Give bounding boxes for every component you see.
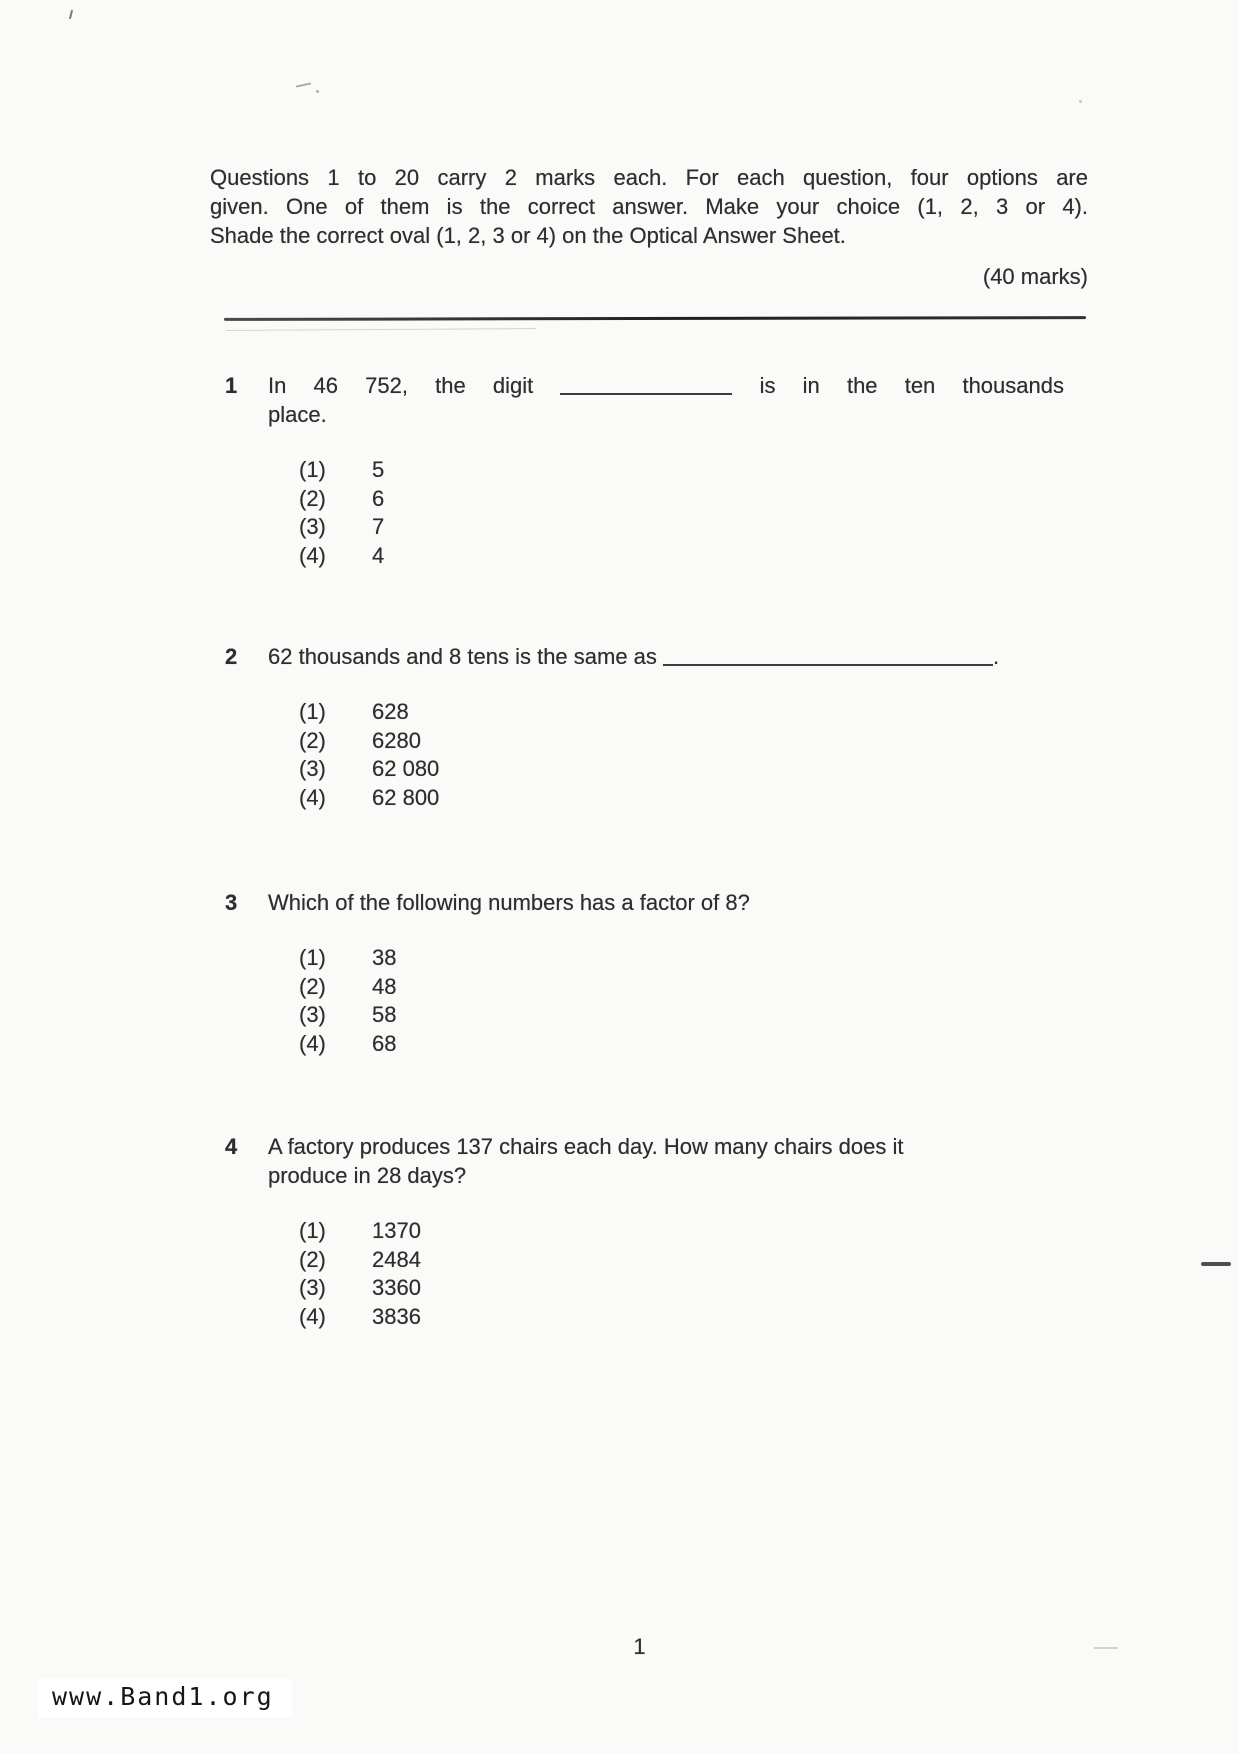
option-row (299, 698, 1064, 727)
option-row (299, 944, 1064, 973)
divider-rule (224, 316, 1086, 321)
option-value: 7 (372, 514, 385, 539)
option-value: 38 (372, 945, 397, 970)
option-label: (3) (299, 514, 326, 539)
option-value: 6280 (372, 727, 421, 753)
options-list (299, 698, 1064, 812)
answer-blank (560, 379, 732, 395)
question-text (268, 642, 1064, 671)
option-label: (2) (299, 973, 326, 999)
question-text-line-2: produce in 28 days? (268, 1163, 467, 1188)
option-row (299, 727, 1064, 756)
option-value: 5 (372, 457, 385, 482)
instruction-line-2: given. One of them is the correct answer. Make your choice (1, 2, 3 or 4). (210, 194, 1088, 219)
question-2 (225, 642, 1065, 812)
question-number: 2 (225, 644, 238, 669)
option-row (299, 1274, 1064, 1303)
option-row (299, 784, 1064, 813)
option-value: 68 (372, 1030, 397, 1056)
question-text-before-blank: In 46 752, the digit (268, 373, 534, 398)
option-label: (2) (299, 485, 326, 511)
options-list (299, 944, 1064, 1058)
option-label: (2) (299, 1246, 326, 1272)
question-1 (225, 371, 1065, 570)
question-number: 4 (225, 1134, 238, 1159)
question-text-line-2: place. (268, 402, 327, 427)
options-list (299, 456, 1064, 570)
option-value: 58 (372, 1002, 397, 1027)
option-value: 48 (372, 973, 397, 999)
instruction-line-1: Questions 1 to 20 carry 2 marks each. For each question, four options are (210, 165, 1088, 190)
options-list (299, 1217, 1064, 1331)
option-label: (1) (299, 1218, 326, 1243)
question-text-before-blank: 62 thousands and 8 tens is the same as (268, 644, 657, 669)
option-label: (3) (299, 1002, 326, 1027)
option-row (299, 542, 1064, 571)
marks-note: (40 marks) (982, 264, 1088, 289)
option-value: 2484 (372, 1246, 421, 1272)
option-row (299, 1246, 1064, 1275)
scan-speck (69, 10, 73, 19)
question-4 (225, 1132, 1065, 1331)
option-row (299, 1030, 1064, 1059)
option-value: 1370 (372, 1218, 421, 1243)
option-label: (1) (299, 699, 326, 724)
option-label: (4) (299, 784, 326, 810)
question-number: 1 (225, 373, 238, 398)
option-row (299, 1217, 1064, 1246)
option-value: 62 800 (372, 784, 440, 810)
watermark: www.Band1.org (38, 1679, 292, 1717)
option-value: 3836 (372, 1303, 421, 1329)
option-row (299, 755, 1064, 784)
option-label: (4) (299, 1030, 326, 1056)
option-row (299, 1001, 1064, 1030)
page-number: 1 (633, 1634, 646, 1659)
option-label: (4) (299, 1303, 326, 1329)
option-row (299, 1303, 1064, 1332)
option-row (299, 973, 1064, 1002)
option-label: (4) (299, 542, 326, 568)
question-text-after-blank: . (993, 644, 1000, 669)
question-text-after-blank: is in the ten thousands (759, 373, 1064, 398)
scan-mark-dash (1201, 1262, 1231, 1266)
answer-blank (663, 650, 993, 666)
option-label: (3) (299, 756, 326, 781)
option-label: (1) (299, 945, 326, 970)
option-label: (3) (299, 1275, 326, 1300)
question-3 (225, 888, 1065, 1058)
scan-speck (296, 82, 311, 87)
scan-speck (1079, 100, 1082, 103)
option-value: 4 (372, 542, 385, 568)
option-row (299, 456, 1064, 485)
scan-speck (316, 90, 319, 93)
option-value: 62 080 (372, 756, 440, 781)
divider-rule-echo (226, 328, 536, 331)
question-text: Which of the following numbers has a factor of 8? (268, 890, 750, 915)
option-row (299, 513, 1064, 542)
question-text-line-1: A factory produces 137 chairs each day. How many chairs does it (268, 1134, 904, 1159)
instructions-block (210, 163, 1088, 291)
option-value: 628 (372, 699, 409, 724)
option-value: 6 (372, 485, 385, 511)
option-row (299, 485, 1064, 514)
option-value: 3360 (372, 1275, 421, 1300)
question-text (268, 371, 1064, 400)
instruction-line-3: Shade the correct oval (1, 2, 3 or 4) on the Optical Answer Sheet. (210, 223, 846, 248)
option-label: (1) (299, 457, 326, 482)
option-label: (2) (299, 727, 326, 753)
question-number: 3 (225, 890, 238, 915)
